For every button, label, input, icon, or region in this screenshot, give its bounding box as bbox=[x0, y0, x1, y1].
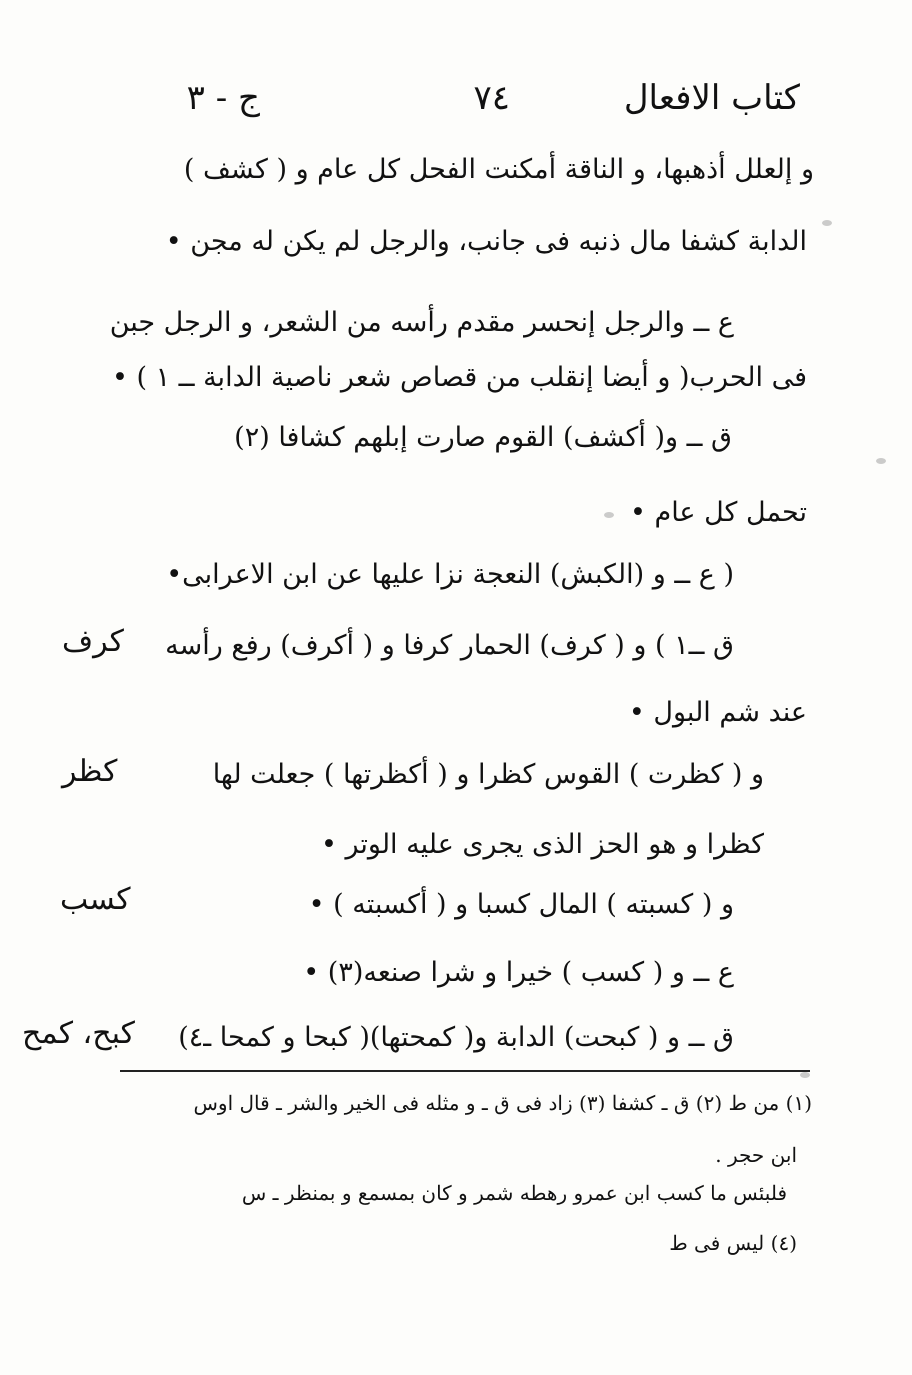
page-header bbox=[170, 78, 800, 128]
paper-speck bbox=[800, 1072, 810, 1078]
margin-keyword: كرف bbox=[62, 624, 124, 659]
footnote-line: ابن حجر . bbox=[715, 1143, 797, 1167]
body-line: ( ع ــ و (الكبش) النعجة نزا عليها عن ابن الاعرابى• bbox=[166, 559, 734, 590]
body-line: ق ــ١ ) و ( كرف) الحمار كرفا و ( أكرف) رفع رأسه bbox=[165, 630, 734, 661]
paper-speck bbox=[604, 512, 614, 518]
footnote-line: (٤) ليس فى ط bbox=[669, 1231, 797, 1255]
margin-keyword: كظر bbox=[62, 754, 118, 789]
body-line: ع ــ والرجل إنحسر مقدم رأسه من الشعر، و الرجل جبن bbox=[109, 307, 734, 338]
part-number: ج - ٣ bbox=[186, 78, 260, 118]
paper-speck bbox=[822, 220, 832, 226]
footnote-line: (١) من ط (٢) ق ـ كشفا (٣) زاد فى ق ـ و مثله فى الخير والشر ـ قال اوس bbox=[193, 1091, 812, 1115]
body-line: و ( كظرت ) القوس كظرا و ( أكظرتها ) جعلت لها bbox=[212, 759, 764, 790]
footnote-line: فلبئس ما كسب ابن عمرو رهطه شمر و كان بمسمع و بمنظر ـ س bbox=[241, 1181, 787, 1205]
body-line: ق ــ و ( كبحت) الدابة و( كمحتها)( كبحا و كمحا ـ٤) bbox=[178, 1022, 734, 1053]
margin-keyword: كسب bbox=[60, 882, 131, 917]
body-line: الدابة كشفا مال ذنبه فى جانب، والرجل لم يكن له مجن • bbox=[165, 226, 807, 257]
footnote-rule bbox=[120, 1070, 810, 1072]
body-line: ع ــ و ( كسب ) خيرا و شرا صنعه(٣) • bbox=[303, 957, 734, 988]
body-line: تحمل كل عام • bbox=[629, 497, 807, 528]
paper-speck bbox=[876, 458, 886, 464]
body-line: و ( كسبته ) المال كسبا و ( أكسبته ) • bbox=[308, 889, 734, 920]
margin-keyword: كبح، كمح bbox=[22, 1016, 135, 1051]
body-line: كظرا و هو الحز الذى يجرى عليه الوتر • bbox=[320, 829, 764, 860]
page-number: ٧٤ bbox=[473, 78, 510, 118]
body-line: ق ــ و( أكشف) القوم صارت إبلهم كشافا (٢) bbox=[234, 422, 732, 453]
body-line: عند شم البول • bbox=[628, 697, 807, 728]
body-line: فى الحرب( و أيضا إنقلب من قصاص شعر ناصية الدابة ــ ١ ) • bbox=[111, 362, 807, 393]
running-title: كتاب الافعال bbox=[623, 78, 800, 118]
body-line: و إلعلل أذهبها، و الناقة أمكنت الفحل كل عام و ( كشف ) bbox=[183, 154, 814, 185]
